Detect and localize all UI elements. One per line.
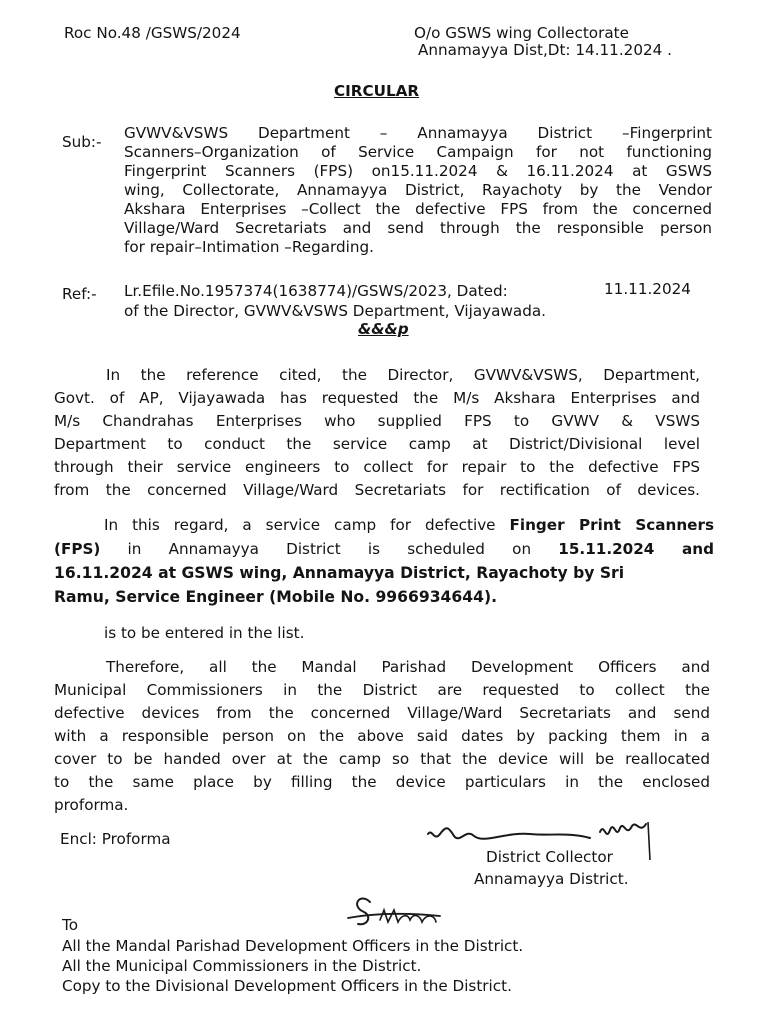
paragraph-line: Municipal Commissioners in the District are requested to collect the (54, 681, 710, 699)
enclosure-line: Encl: Proforma (60, 830, 171, 848)
paragraph-line: proforma. (54, 796, 129, 814)
paragraph-line: Department to conduct the service camp at District/Divisional level (54, 435, 700, 453)
text-run-bold: Finger Print Scanners (509, 516, 714, 534)
subject-line: GVWV&VSWS Department – Annamayya District –Fingerprint (124, 124, 712, 142)
reference-file: Lr.Efile.No.1957374(1638774)/GSWS/2023, Dated: (124, 282, 508, 300)
paragraph-line: 16.11.2024 at GSWS wing, Annamayya District, Rayachoty by Sri (54, 564, 625, 582)
page-title: CIRCULAR (334, 82, 420, 100)
roc-number: Roc No.48 /GSWS/2024 (64, 24, 241, 42)
paragraph-line: Ramu, Service Engineer (Mobile No. 9966934644). (54, 588, 498, 606)
subject-line: Fingerprint Scanners (FPS) on15.11.2024 & 16.11.2024 at GSWS (124, 162, 712, 180)
paragraph-line: through their service engineers to collect for repair to the defective FPS (54, 458, 700, 476)
paragraph-line: In the reference cited, the Director, GVWV&VSWS, Department, (106, 366, 700, 384)
text-run-bold: (FPS) (54, 540, 101, 558)
subject-line: Scanners–Organization of Service Campaign for not functioning (124, 143, 712, 161)
text-run-bold: 15.11.2024 and (558, 540, 714, 558)
subject-line: Village/Ward Secretariats and send through the responsible person (124, 219, 712, 237)
initials-signature (340, 892, 450, 938)
paragraph-line: to the same place by filling the device particulars in the enclosed (54, 773, 710, 791)
text-run: in Annamayya District is scheduled on (100, 540, 559, 558)
office-address: O/o GSWS wing Collectorate (414, 24, 629, 42)
text-run: In this regard, a service camp for defective (104, 516, 510, 534)
reference-label: Ref:- (62, 285, 97, 303)
subject-line: for repair–Intimation –Regarding. (124, 238, 374, 256)
subject-line: wing, Collectorate, Annamayya District, Rayachoty by the Vendor (124, 181, 712, 199)
reference-separator: &&&p (358, 320, 409, 338)
list-note: is to be entered in the list. (104, 624, 305, 642)
paragraph-line: from the concerned Village/Ward Secretariats for rectification of devices. (54, 481, 700, 499)
recipient-line: All the Municipal Commissioners in the District. (62, 957, 422, 975)
paragraph-line: with a responsible person on the above said dates by packing them in a (54, 727, 710, 745)
to-label: To (62, 916, 78, 934)
paragraph-line: cover to be handed over at the camp so that the device will be reallocated (54, 750, 710, 768)
reference-issuer: of the Director, GVWV&VSWS Department, Vijayawada. (124, 302, 546, 320)
signatory-title: District Collector (486, 848, 613, 866)
paragraph-line: Govt. of AP, Vijayawada has requested the M/s Akshara Enterprises and (54, 389, 700, 407)
paragraph-line (54, 538, 714, 561)
paragraph-line (104, 514, 714, 537)
subject-line: Akshara Enterprises –Collect the defective FPS from the concerned (124, 200, 712, 218)
reference-date: 11.11.2024 (604, 280, 691, 298)
signatory-district: Annamayya District. (474, 870, 629, 888)
paragraph-line: defective devices from the concerned Village/Ward Secretariats and send (54, 704, 710, 722)
recipient-line: Copy to the Divisional Development Officers in the District. (62, 977, 512, 995)
recipient-line: All the Mandal Parishad Development Officers in the District. (62, 937, 524, 955)
subject-label: Sub:- (62, 133, 102, 151)
office-date: Annamayya Dist,Dt: 14.11.2024 . (418, 41, 672, 59)
paragraph-line: M/s Chandrahas Enterprises who supplied FPS to GVWV & VSWS (54, 412, 700, 430)
paragraph-line: Therefore, all the Mandal Parishad Development Officers and (106, 658, 710, 676)
